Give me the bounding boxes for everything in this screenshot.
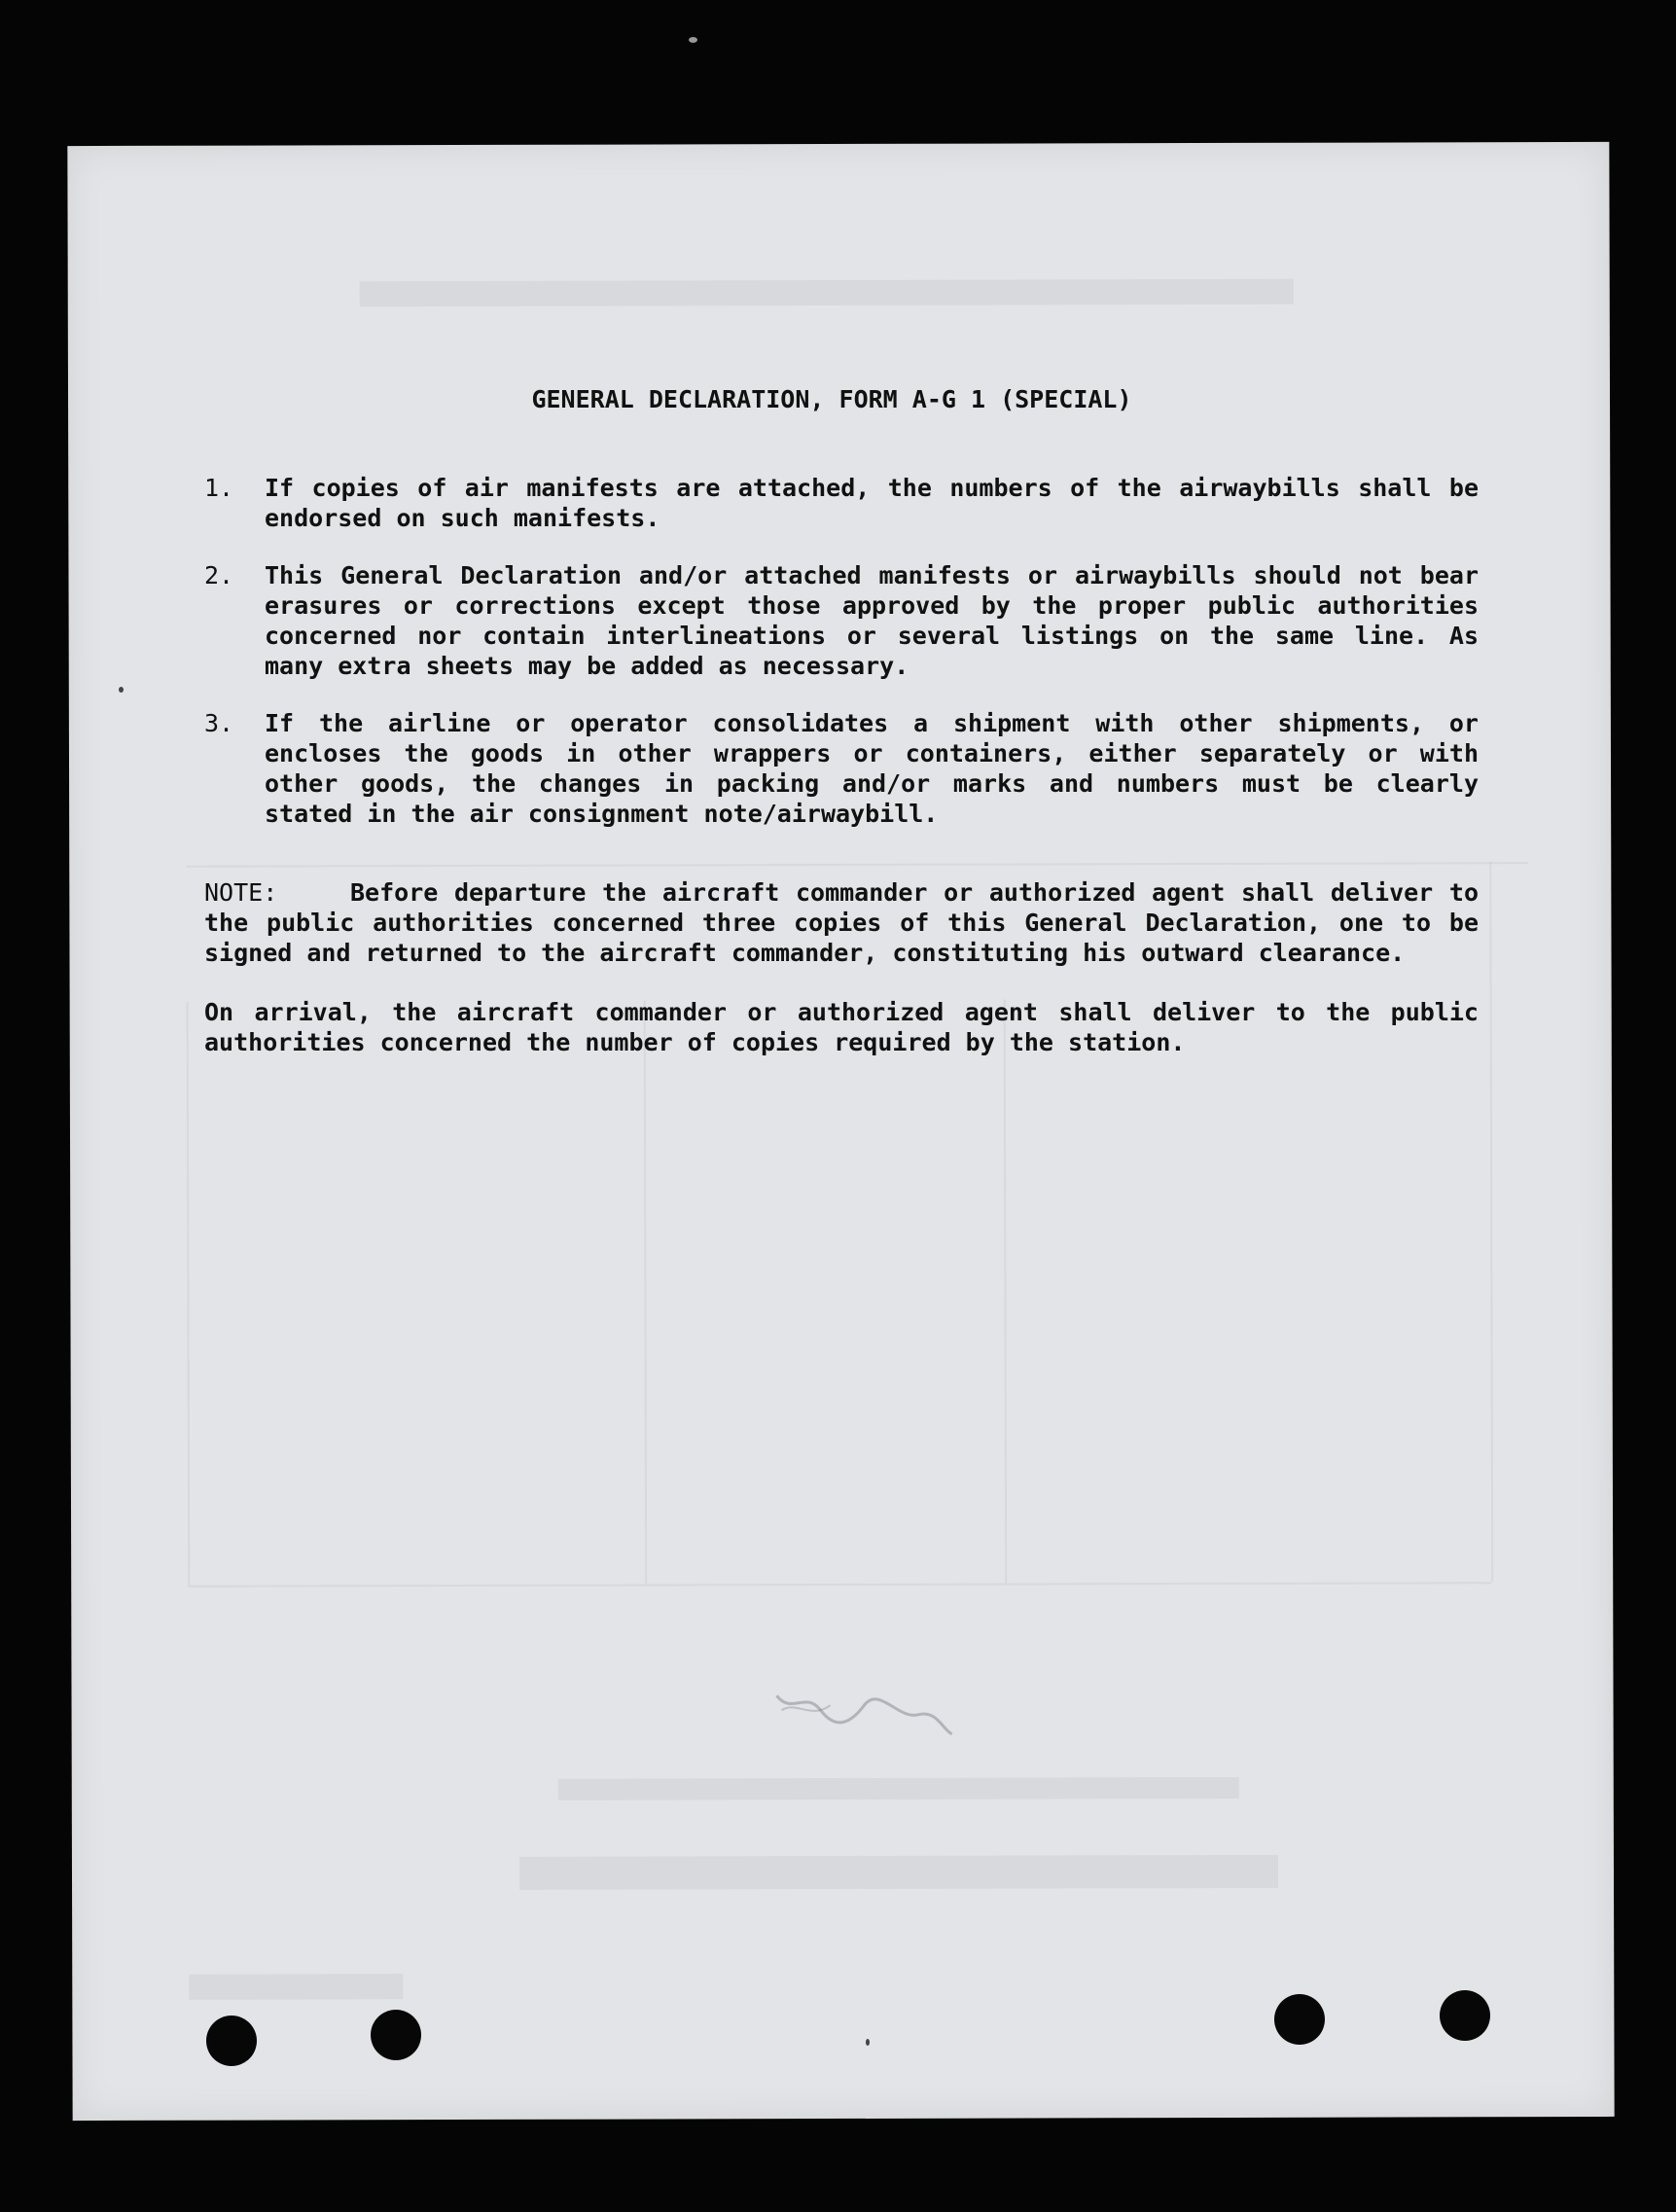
arrival-paragraph: On arrival, the aircraft commander or authorized agent shall deliver to the public authorities concerned the number of copies required by the station. <box>204 998 1479 1056</box>
item-text: If the airline or operator consolidates a shipment with other shipments, or encloses the goods in other wrappers or containers, either separately or with other goods, the changes in packing and/or marks and numbers must be clearly stated in the air consignment note/airwaybill. <box>265 709 1479 828</box>
dust-speck <box>866 2039 870 2046</box>
dust-speck <box>689 37 697 43</box>
punch-hole <box>206 2016 257 2066</box>
bleed-through-block <box>360 279 1294 307</box>
punch-hole <box>1440 1990 1490 2041</box>
bleed-through-line <box>1489 862 1493 1582</box>
item-number: 2. <box>204 561 234 589</box>
bleed-through-line <box>1004 1000 1008 1584</box>
dust-speck <box>119 687 124 693</box>
instruction-item-1 <box>204 473 1479 533</box>
bleed-through-block <box>558 1777 1239 1801</box>
bleed-through-block <box>519 1855 1278 1890</box>
bleed-through-block <box>189 1974 403 2000</box>
bleed-through-line <box>187 1002 191 1586</box>
note-paragraph <box>204 877 1479 968</box>
punch-hole <box>1274 1994 1325 2045</box>
document-content <box>204 384 1479 1057</box>
note-label: NOTE: <box>204 878 278 907</box>
item-number: 1. <box>204 474 234 502</box>
instruction-item-3 <box>204 708 1479 829</box>
note-text: Before departure the aircraft commander or authorized agent shall deliver to the public authorities concerned three copies of this General Declaration, one to be signed and returned to the aircraft commander, constituting his outward clearance. <box>204 878 1479 967</box>
item-text: This General Declaration and/or attached manifests or airwaybills should not bear erasures or corrections except those approved by the proper public authorities concerned nor contain interlineations or several listings on the same line. As many extra sheets may be added as necessary. <box>265 561 1479 680</box>
item-number: 3. <box>204 709 234 737</box>
faint-signature <box>771 1686 956 1744</box>
item-text: If copies of air manifests are attached, the numbers of the airwaybills shall be endorsed on such manifests. <box>265 474 1479 532</box>
document-title: GENERAL DECLARATION, FORM A-G 1 (SPECIAL) <box>531 385 1132 413</box>
punch-hole <box>371 2010 421 2060</box>
bleed-through-line <box>644 1001 648 1585</box>
instruction-item-2 <box>204 560 1479 681</box>
bleed-through-line <box>188 1582 1491 1588</box>
